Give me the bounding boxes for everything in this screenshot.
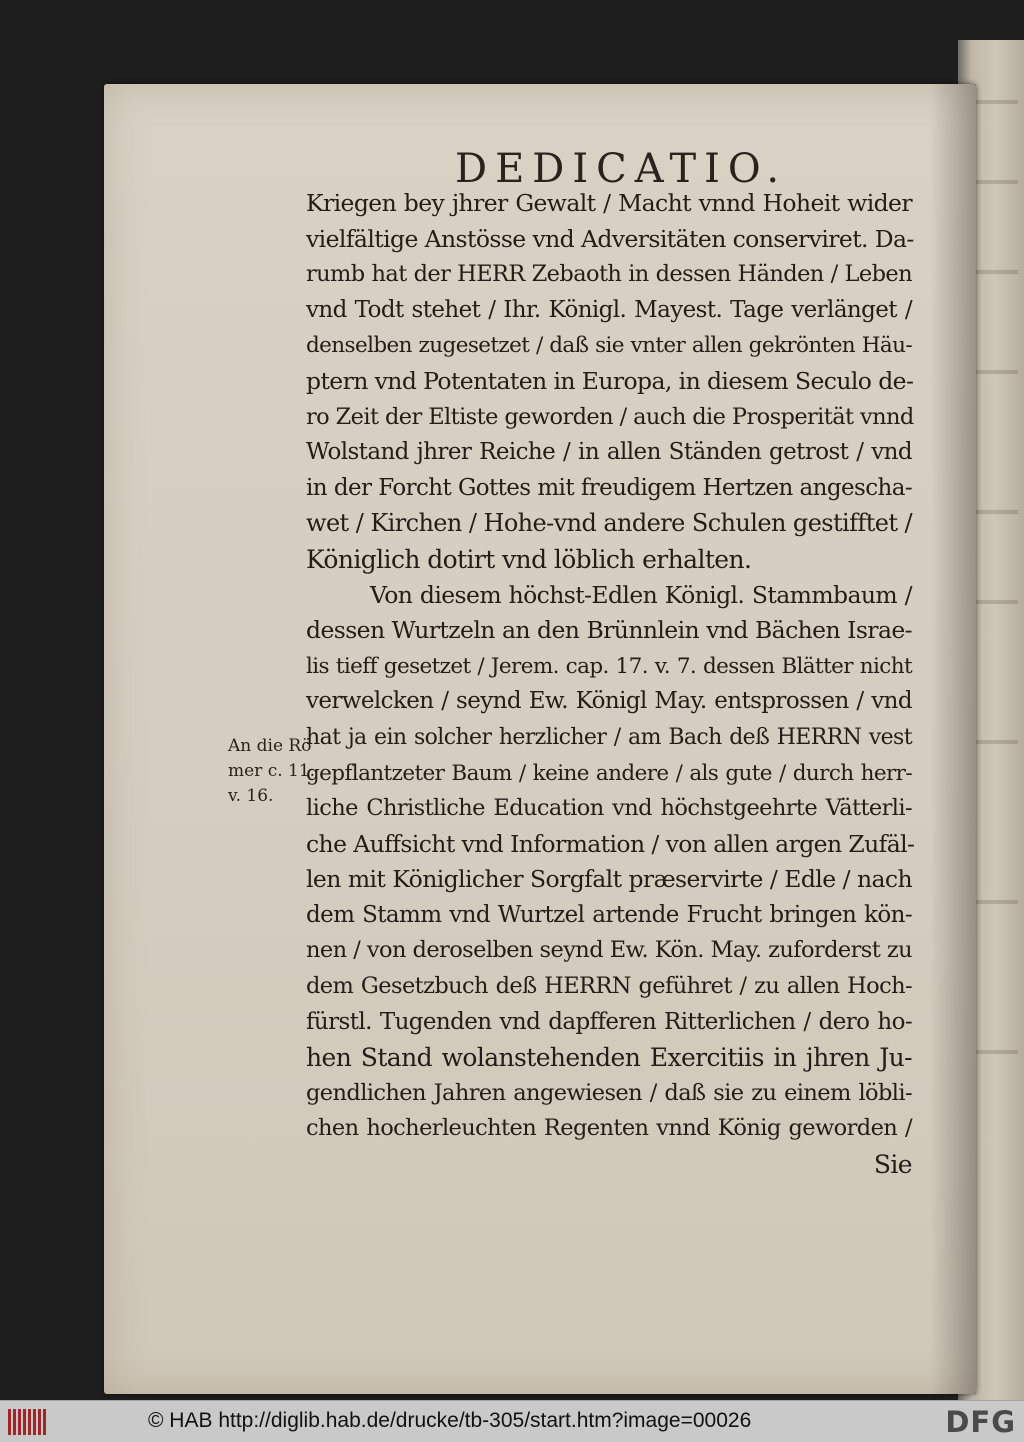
marginal-line: An die Rö	[228, 736, 312, 756]
body-text	[306, 186, 915, 1183]
marginal-line: mer c. 11.	[228, 761, 316, 781]
text-line: fürstl. Tugenden vnd dapfferen Ritterlichen / dero ho-	[306, 1008, 912, 1035]
text-line: lis tieff gesetzet / Jerem. cap. 17. v. 7. dessen Blätter nicht	[306, 653, 912, 679]
marginal-note	[228, 734, 315, 809]
text-line: chen hocherleuchten Regenten vnnd König geworden /	[306, 1115, 912, 1142]
text-line: vielfältige Anstösse vnd Adversitäten conserviret. Da-	[306, 224, 914, 253]
running-head: DEDICATIO.	[455, 146, 788, 192]
text-line: gendlichen Jahren angewiesen / daß sie zu einem löbli-	[306, 1079, 912, 1106]
text-line: in der Forcht Gottes mit freudigem Hertzen angescha-	[306, 474, 912, 501]
text-line: vnd Todt stehet / Ihr. Königl. Mayest. Tage verlänget /	[306, 296, 912, 323]
text-line: Kriegen bey jhrer Gewalt / Macht vnnd Hoheit wider	[306, 189, 912, 217]
marginal-line: v. 16.	[228, 786, 274, 806]
text-line: Königlich dotirt vnd löblich erhalten.	[306, 544, 752, 574]
copyright-link[interactable]: © HAB http://diglib.hab.de/drucke/tb-305/start.htm?image=00026	[148, 1409, 752, 1432]
text-line: nen / von deroselben seynd Ew. Kön. May. zuforderst zu	[306, 937, 912, 964]
text-line: ptern vnd Potentaten in Europa, in diesem Seculo de-	[306, 366, 914, 395]
text-line: dessen Wurtzeln an den Brünnlein vnd Bächen Israe-	[306, 616, 912, 645]
hab-bars-logo[interactable]	[8, 1409, 48, 1435]
text-line: denselben zugesetzet / daß sie vnter allen gekrönten Häu-	[306, 333, 912, 359]
text-line: hen Stand wolanstehenden Exercitiis in jhren Ju-	[306, 1043, 912, 1073]
catchword: Sie	[873, 1150, 912, 1180]
viewer-footer	[0, 1400, 1024, 1442]
text-line: wet / Kirchen / Hohe-vnd andere Schulen gestifftet /	[306, 509, 912, 538]
text-line: rumb hat der HERR Zebaoth in dessen Händen / Leben	[306, 261, 912, 288]
text-line: dem Gesetzbuch deß HERRN geführet / zu allen Hoch-	[306, 973, 912, 1000]
text-line: ro Zeit der Eltiste geworden / auch die Prosperität vnnd	[306, 403, 914, 430]
text-line: dem Stamm vnd Wurtzel artende Frucht bringen kön-	[306, 901, 912, 928]
dfg-logo[interactable]: DFG	[945, 1405, 1016, 1439]
text-line: len mit Königlicher Sorgfalt præservirte / Edle / nach	[306, 865, 912, 894]
gutter-shadow	[930, 84, 976, 1394]
text-line: Wolstand jhrer Reiche / in allen Ständen getrost / vnd	[306, 439, 912, 466]
text-line: che Auffsicht vnd Information / von allen argen Zufäl-	[306, 829, 915, 858]
text-line: gepflantzeter Baum / keine andere / als gute / durch herr-	[306, 760, 912, 786]
text-line: verwelcken / seynd Ew. Königl May. entsprossen / vnd	[306, 688, 912, 715]
text-line: hat ja ein solcher herzlicher / am Bach deß HERRN vest	[306, 724, 912, 750]
text-line: liche Christliche Education vnd höchstgeehrte Vätterli-	[306, 795, 912, 822]
text-line: Von diesem höchst-Edlen Königl. Stammbaum /	[370, 580, 912, 609]
